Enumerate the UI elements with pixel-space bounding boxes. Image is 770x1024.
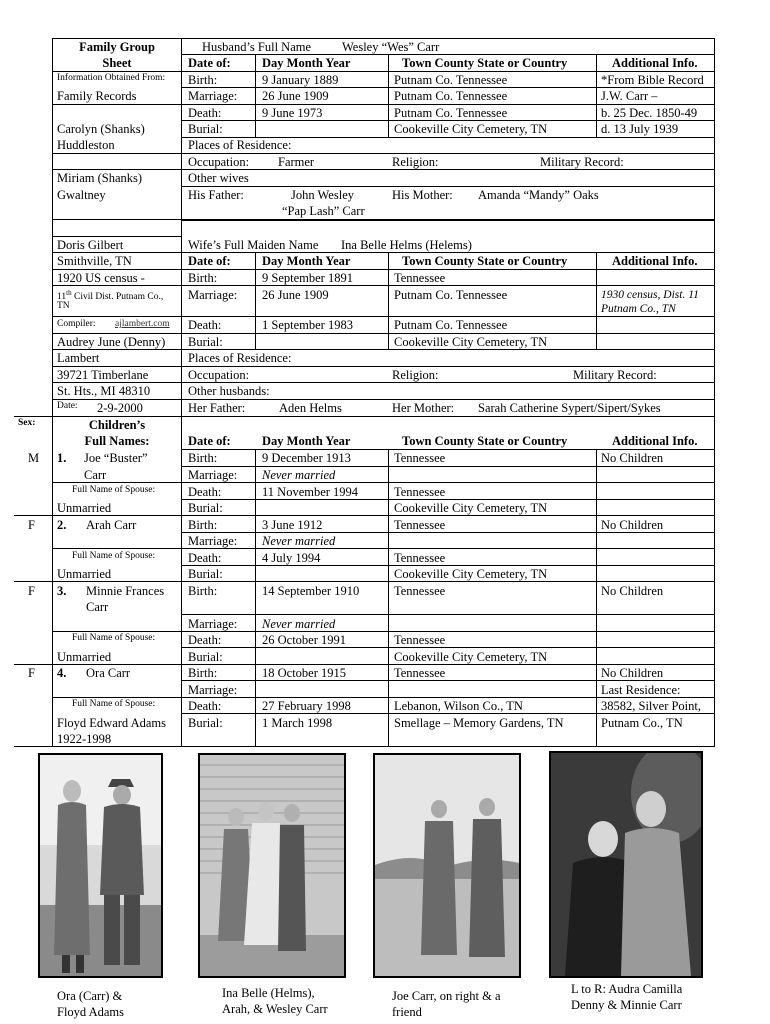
- occupation-label: Occupation:: [188, 155, 250, 169]
- wife-burial-place: Cookeville City Cemetery, TN: [394, 335, 548, 349]
- photo-joe-carr-friend: [373, 753, 521, 978]
- child-spouse: Unmarried: [57, 501, 112, 515]
- occupation-label: Occupation:: [188, 368, 250, 382]
- h-line: [52, 71, 181, 72]
- child-spouse: Floyd Edward Adams: [57, 716, 167, 730]
- v-line: [255, 252, 256, 349]
- spouse-label: Full Name of Spouse:: [72, 551, 156, 561]
- source-line: Family Records: [57, 89, 137, 103]
- wife-mother: Sarah Catherine Sypert/Sipert/Sykes: [478, 401, 661, 415]
- burial-label: Burial:: [188, 501, 223, 515]
- mother-label: His Mother:: [392, 188, 453, 202]
- wife-death-place: Putnam Co. Tennessee: [394, 318, 508, 332]
- place-header: Town County State or Country: [402, 254, 568, 268]
- dmy-header: Day Month Year: [262, 254, 351, 268]
- other-husbands-label: Other husbands:: [188, 384, 270, 398]
- place-header: Town County State or Country: [402, 56, 568, 70]
- h-line: [181, 269, 715, 270]
- burial-label: Burial:: [188, 650, 223, 664]
- h-line: [181, 333, 715, 334]
- marriage-label: Marriage:: [188, 534, 238, 548]
- h-line: [181, 71, 715, 72]
- residence-label: Places of Residence:: [188, 351, 292, 365]
- source-line: Huddleston: [57, 138, 115, 152]
- child-death-place: Tennessee: [394, 551, 446, 565]
- marriage-label: Marriage:: [188, 683, 238, 697]
- h-line: [52, 399, 181, 400]
- h-line: [181, 169, 715, 170]
- child-death-place: Tennessee: [394, 485, 446, 499]
- husband-father: John Wesley: [291, 188, 354, 202]
- date-of-header: Date of:: [188, 254, 231, 268]
- death-label: Death:: [188, 485, 222, 499]
- child-spouse: Unmarried: [57, 567, 112, 581]
- husband-death-info: b. 25 Dec. 1850-49: [601, 106, 698, 120]
- child-birth-place: Tennessee: [394, 518, 446, 532]
- burial-label: Burial:: [188, 122, 223, 136]
- v-line: [388, 54, 389, 137]
- husband-marriage-info: J.W. Carr –: [601, 89, 658, 103]
- child-burial-place: Cookeville City Cemetery, TN: [394, 501, 548, 515]
- child-number: 4.: [57, 666, 67, 680]
- burial-label: Burial:: [188, 716, 223, 730]
- h-line: [52, 236, 181, 237]
- child-number: 2.: [57, 518, 67, 532]
- h-line: [181, 399, 715, 400]
- marriage-label: Marriage:: [188, 89, 238, 103]
- child-birth-date: 14 September 1910: [262, 584, 360, 598]
- child-birth-place: Tennessee: [394, 584, 446, 598]
- husband-burial-place: Cookeville City Cemetery, TN: [394, 122, 548, 136]
- h-line: [52, 104, 181, 105]
- child-death-date: 4 July 1994: [262, 551, 321, 565]
- left-column-line: [52, 38, 53, 417]
- h-line: [181, 366, 715, 367]
- h-line: [52, 366, 181, 367]
- h-line: [181, 120, 715, 121]
- child-number: 3.: [57, 584, 67, 598]
- child-burial-date: 1 March 1998: [262, 716, 333, 730]
- child-marriage-date: Never married: [262, 468, 336, 482]
- birth-label: Birth:: [188, 451, 218, 465]
- husband-father-nickname: “Pap Lash” Carr: [282, 204, 365, 218]
- child-death-date: 27 February 1998: [262, 699, 351, 713]
- date-of-header: Date of:: [188, 434, 231, 448]
- h-line: [52, 285, 181, 286]
- sheet-title-line2: Sheet: [102, 56, 132, 70]
- h-line: [181, 316, 715, 317]
- husband-birth-info: *From Bible Record: [601, 73, 704, 87]
- child-birth-place: Tennessee: [394, 451, 446, 465]
- v-line: [388, 252, 389, 349]
- military-label: Military Record:: [573, 368, 657, 382]
- child-info: Putnam Co., TN: [601, 716, 683, 730]
- info-header: Additional Info.: [612, 434, 698, 448]
- h-line: [181, 252, 715, 253]
- h-line: [181, 449, 715, 450]
- husband-occupation: Farmer: [278, 155, 315, 169]
- birth-label: Birth:: [188, 666, 218, 680]
- marriage-label: Marriage:: [188, 468, 238, 482]
- death-label: Death:: [188, 699, 222, 713]
- child-spouse: Unmarried: [57, 650, 112, 664]
- h-line: [52, 382, 181, 383]
- spouse-label: Full Name of Spouse:: [72, 699, 156, 709]
- child-marriage-date: Never married: [262, 534, 336, 548]
- outer-top-line: [52, 38, 715, 39]
- child-marriage-date: Never married: [262, 617, 336, 631]
- child-death-date: 26 October 1991: [262, 633, 347, 647]
- source-line: Doris Gilbert: [57, 238, 124, 252]
- h-line: [181, 680, 715, 681]
- source-line: Gwaltney: [57, 188, 106, 202]
- child-death-date: 11 November 1994: [262, 485, 359, 499]
- military-label: Military Record:: [540, 155, 624, 169]
- h-line: [14, 664, 715, 665]
- burial-label: Burial:: [188, 567, 223, 581]
- compiler-link[interactable]: ajlambert.com: [115, 319, 170, 329]
- wife-name-label: Wife’s Full Maiden Name: [188, 238, 319, 252]
- child-name: Minnie Frances: [86, 584, 165, 598]
- wife-marriage-date: 26 June 1909: [262, 288, 329, 302]
- wife-father: Aden Helms: [279, 401, 342, 415]
- date-label: Date:: [57, 401, 78, 411]
- h-line: [52, 482, 181, 483]
- compiler-line: Lambert: [57, 351, 100, 365]
- h-line: [181, 697, 715, 698]
- date-of-header: Date of:: [188, 56, 231, 70]
- main-divider-line: [181, 38, 182, 746]
- info-header: Additional Info.: [612, 254, 698, 268]
- spouse-label: Full Name of Spouse:: [72, 633, 156, 643]
- child-burial-place: Cookeville City Cemetery, TN: [394, 650, 548, 664]
- h-line: [181, 548, 715, 549]
- father-label: Her Father:: [188, 401, 246, 415]
- husband-death-date: 9 June 1973: [262, 106, 323, 120]
- h-line: [52, 252, 181, 253]
- right-border-line: [714, 38, 715, 746]
- children-top-line: [14, 416, 715, 417]
- wife-marriage-place: Putnam Co. Tennessee: [394, 288, 508, 302]
- husband-burial-info: d. 13 July 1939: [601, 122, 679, 136]
- info-header: Additional Info.: [612, 56, 698, 70]
- h-line: [181, 482, 715, 483]
- h-line: [52, 153, 181, 154]
- compiler-line: Audrey June (Denny): [57, 335, 166, 349]
- photo-caption: Joe Carr, on right & a friend: [392, 989, 501, 1019]
- h-line: [181, 647, 715, 648]
- death-label: Death:: [188, 633, 222, 647]
- h-line: [181, 499, 715, 500]
- child-name-line2: Carr: [86, 600, 109, 614]
- residence-label: Places of Residence:: [188, 138, 292, 152]
- v-line: [596, 449, 597, 746]
- wife-name: Ina Belle Helms (Helems): [341, 238, 472, 252]
- compiler-line: 39721 Timberlane: [57, 368, 149, 382]
- h-line: [52, 269, 181, 270]
- h-line: [52, 169, 181, 170]
- photo-caption: Ora (Carr) & Floyd Adams: [57, 989, 125, 1019]
- child-name: Ora Carr: [86, 666, 131, 680]
- birth-label: Birth:: [188, 584, 218, 598]
- source-line: 1920 US census -: [57, 271, 145, 285]
- death-label: Death:: [188, 106, 222, 120]
- h-line: [181, 349, 715, 350]
- husband-death-place: Putnam Co. Tennessee: [394, 106, 508, 120]
- child-sex: F: [28, 518, 35, 532]
- wife-birth-place: Tennessee: [394, 271, 446, 285]
- h-line: [181, 614, 715, 615]
- child-sex: F: [28, 666, 35, 680]
- source-line: Carolyn (Shanks): [57, 122, 145, 136]
- marriage-label: Marriage:: [188, 288, 238, 302]
- h-line: [181, 532, 715, 533]
- wife-census-note: 1930 census, Dist. 11: [601, 289, 699, 301]
- father-label: His Father:: [188, 188, 244, 202]
- h-line: [52, 697, 181, 698]
- h-line: [181, 54, 715, 55]
- h-line: [52, 333, 181, 334]
- h-line: [181, 382, 715, 383]
- photo-caption: Ina Belle (Helms), Arah, & Wesley Carr: [222, 986, 328, 1016]
- child-burial-place: Smellage – Memory Gardens, TN: [394, 716, 564, 730]
- date-value: 2-9-2000: [97, 401, 143, 415]
- h-line: [181, 713, 715, 714]
- compiler-label: Compiler:: [57, 319, 96, 329]
- v-line: [255, 449, 256, 746]
- child-sex: F: [28, 584, 35, 598]
- census-line2: TN: [57, 301, 70, 311]
- other-wives-label: Other wives: [188, 171, 249, 185]
- child-sex: M: [28, 451, 40, 465]
- sex-header: Sex:: [18, 418, 36, 428]
- husband-name-label: Husband’s Full Name: [202, 40, 312, 54]
- marriage-label: Marriage:: [188, 617, 238, 631]
- h-line: [52, 548, 181, 549]
- husband-birth-place: Putnam Co. Tennessee: [394, 73, 508, 87]
- info-obtained-label: Information Obtained From:: [57, 73, 166, 83]
- child-death-place: Lebanon, Wilson Co., TN: [394, 699, 523, 713]
- h-line: [14, 581, 715, 582]
- husband-bottom-line: [181, 219, 715, 221]
- wife-birth-date: 9 September 1891: [262, 271, 353, 285]
- child-burial-place: Cookeville City Cemetery, TN: [394, 567, 548, 581]
- death-label: Death:: [188, 551, 222, 565]
- bottom-line: [14, 746, 715, 747]
- child-info: No Children: [601, 451, 664, 465]
- h-line: [181, 565, 715, 566]
- source-line: Smithville, TN: [57, 254, 132, 268]
- child-number: 1.: [57, 451, 67, 465]
- mother-label: Her Mother:: [392, 401, 455, 415]
- h-line: [181, 153, 715, 154]
- child-spouse-years: 1922-1998: [57, 732, 112, 746]
- h-line: [52, 631, 181, 632]
- v-line: [388, 449, 389, 746]
- v-line: [596, 54, 597, 137]
- photo-ina-arah-wesley: [198, 753, 346, 978]
- h-line: [181, 186, 715, 187]
- dmy-header: Day Month Year: [262, 56, 351, 70]
- husband-birth-date: 9 January 1889: [262, 73, 339, 87]
- birth-label: Birth:: [188, 271, 218, 285]
- child-info: No Children: [601, 518, 664, 532]
- religion-label: Religion:: [392, 155, 439, 169]
- child-birth-date: 9 December 1913: [262, 451, 351, 465]
- child-info: Last Residence:: [601, 683, 681, 697]
- h-line: [52, 316, 181, 317]
- v-line: [255, 54, 256, 137]
- child-death-place: Tennessee: [394, 633, 446, 647]
- spouse-label: Full Name of Spouse:: [72, 485, 156, 495]
- v-line: [596, 252, 597, 349]
- place-header: Town County State or Country: [402, 434, 568, 448]
- h-line: [181, 285, 715, 286]
- child-name-line2: Carr: [84, 468, 107, 482]
- h-line: [52, 349, 181, 350]
- h-line: [181, 466, 715, 467]
- photo-audra-minnie: [549, 751, 703, 978]
- census-line: 11th Civil Dist. Putnam Co.,: [57, 289, 164, 303]
- source-line: Miriam (Shanks): [57, 171, 143, 185]
- child-name: Arah Carr: [86, 518, 137, 532]
- sheet-title-line1: Family Group: [79, 40, 155, 54]
- husband-marriage-date: 26 June 1909: [262, 89, 329, 103]
- photo-caption: L to R: Audra Camilla Denny & Minnie Carr: [571, 982, 683, 1012]
- child-info: No Children: [601, 584, 664, 598]
- child-name: Joe “Buster”: [84, 451, 148, 465]
- h-line: [14, 515, 715, 516]
- child-birth-place: Tennessee: [394, 666, 446, 680]
- photo-ora-floyd: [38, 753, 163, 978]
- birth-label: Birth:: [188, 73, 218, 87]
- death-label: Death:: [188, 318, 222, 332]
- religion-label: Religion:: [392, 368, 439, 382]
- burial-label: Burial:: [188, 335, 223, 349]
- husband-marriage-place: Putnam Co. Tennessee: [394, 89, 508, 103]
- children-header-line1: Children’s: [88, 418, 146, 432]
- birth-label: Birth:: [188, 518, 218, 532]
- child-info: 38582, Silver Point,: [601, 699, 702, 713]
- wife-census-note2: Putnam Co., TN: [601, 303, 676, 315]
- h-line: [181, 104, 715, 105]
- dmy-header: Day Month Year: [262, 434, 351, 448]
- h-line: [181, 87, 715, 88]
- husband-name: Wesley “Wes” Carr: [342, 40, 440, 54]
- wife-death-date: 1 September 1983: [262, 318, 353, 332]
- child-info: No Children: [601, 666, 664, 680]
- h-line: [181, 631, 715, 632]
- compiler-line: St. Hts., MI 48310: [57, 384, 151, 398]
- husband-mother: Amanda “Mandy” Oaks: [478, 188, 599, 202]
- h-line: [52, 219, 181, 220]
- child-birth-date: 18 October 1915: [262, 666, 347, 680]
- child-birth-date: 3 June 1912: [262, 518, 323, 532]
- children-header-line2: Full Names:: [84, 434, 150, 448]
